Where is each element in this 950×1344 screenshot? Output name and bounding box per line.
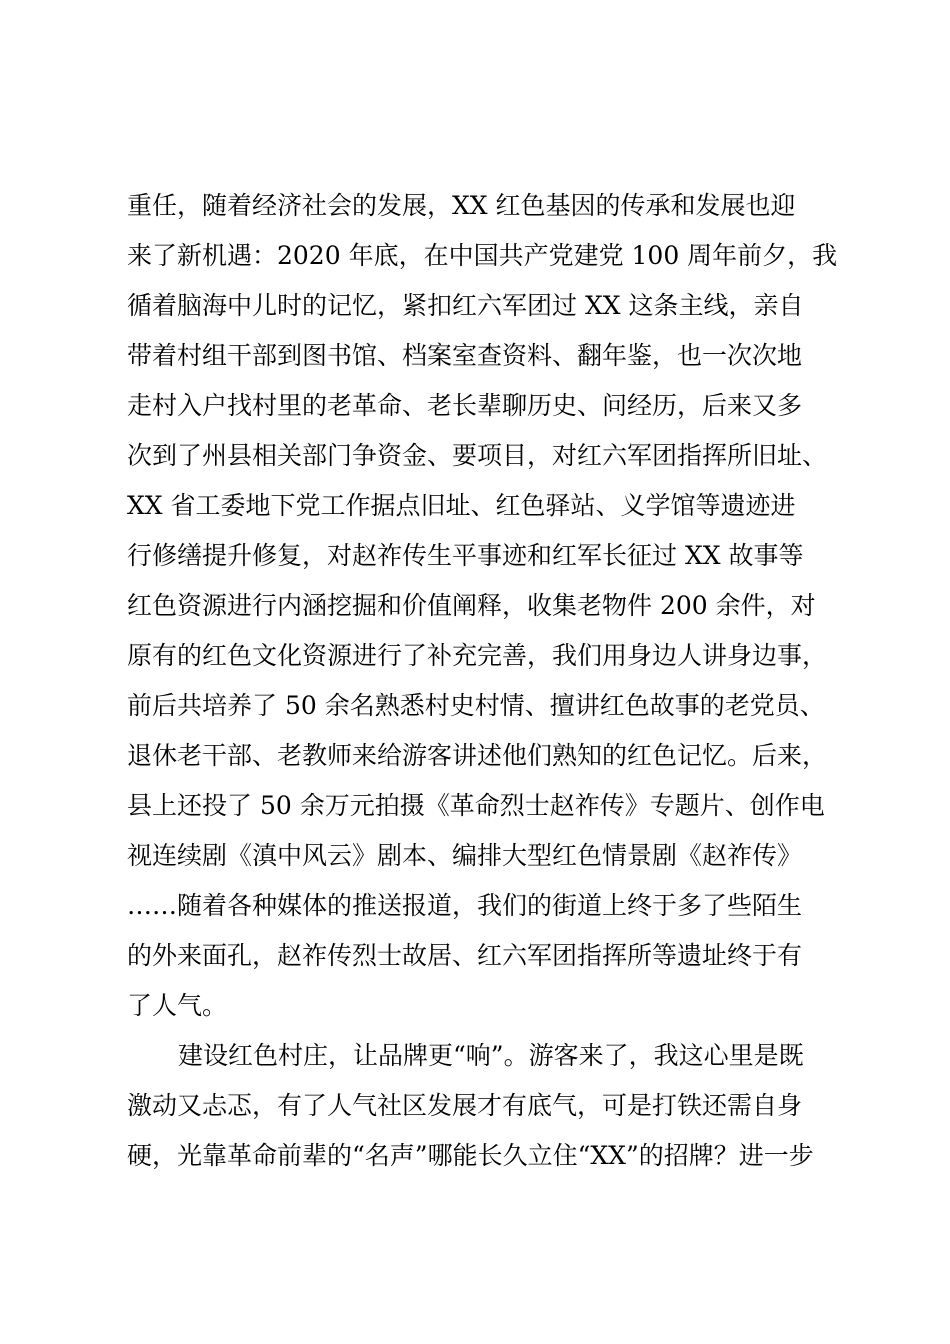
text-line: 视连续剧《滇中风云》剧本、编排大型红色情景剧《赵祚传》 — [127, 841, 803, 870]
paragraph-1 — [127, 181, 857, 1031]
text-line: 红色资源进行内涵挖掘和价值阐释，收集老物件 200 余件，对 — [127, 591, 816, 620]
text-line: 重任，随着经济社会的发展，XX 红色基因的传承和发展也迎 — [127, 191, 796, 220]
text-line: 次到了州县相关部门争资金、要项目，对红六军团指挥所旧址、 — [127, 441, 828, 470]
text-line: ……随着各种媒体的推送报道，我们的街道上终于多了些陌生 — [127, 891, 803, 920]
text-line: 建设红色村庄，让品牌更“响”。游客来了，我这心里是既 — [178, 1041, 804, 1070]
text-line: 来了新机遇：2020 年底，在中国共产党建党 100 周年前夕，我 — [127, 241, 838, 270]
text-line: 带着村组干部到图书馆、档案室查资料、翻年鉴，也一次次地 — [127, 341, 803, 370]
document-body — [127, 181, 857, 1181]
text-line: 退休老干部、老教师来给游客讲述他们熟知的红色记忆。后来， — [127, 741, 828, 770]
text-line: 循着脑海中儿时的记忆，紧扣红六军团过 XX 这条主线，亲自 — [127, 291, 804, 320]
text-line: 行修缮提升修复，对赵祚传生平事迹和红军长征过 XX 故事等 — [127, 541, 804, 570]
text-line: 原有的红色文化资源进行了补充完善，我们用身边人讲身边事， — [127, 641, 828, 670]
text-line: 激动又忐忑，有了人气社区发展才有底气，可是打铁还需自身 — [127, 1091, 803, 1120]
text-line: XX 省工委地下党工作据点旧址、红色驿站、义学馆等遗迹进 — [127, 491, 796, 520]
paragraph-2 — [127, 1031, 857, 1181]
text-line: 走村入户找村里的老革命、老长辈聊历史、问经历，后来又多 — [127, 391, 803, 420]
text-line: 前后共培养了 50 余名熟悉村史村情、擅讲红色故事的老党员、 — [127, 691, 825, 720]
text-line: 了人气。 — [127, 991, 228, 1020]
text-line: 县上还投了 50 余万元拍摄《革命烈士赵祚传》专题片、创作电 — [127, 791, 825, 820]
text-line: 硬，光靠革命前辈的“名声”哪能长久立住“XX”的招牌？进一步 — [127, 1141, 814, 1170]
text-line: 的外来面孔，赵祚传烈士故居、红六军团指挥所等遗址终于有 — [127, 941, 803, 970]
